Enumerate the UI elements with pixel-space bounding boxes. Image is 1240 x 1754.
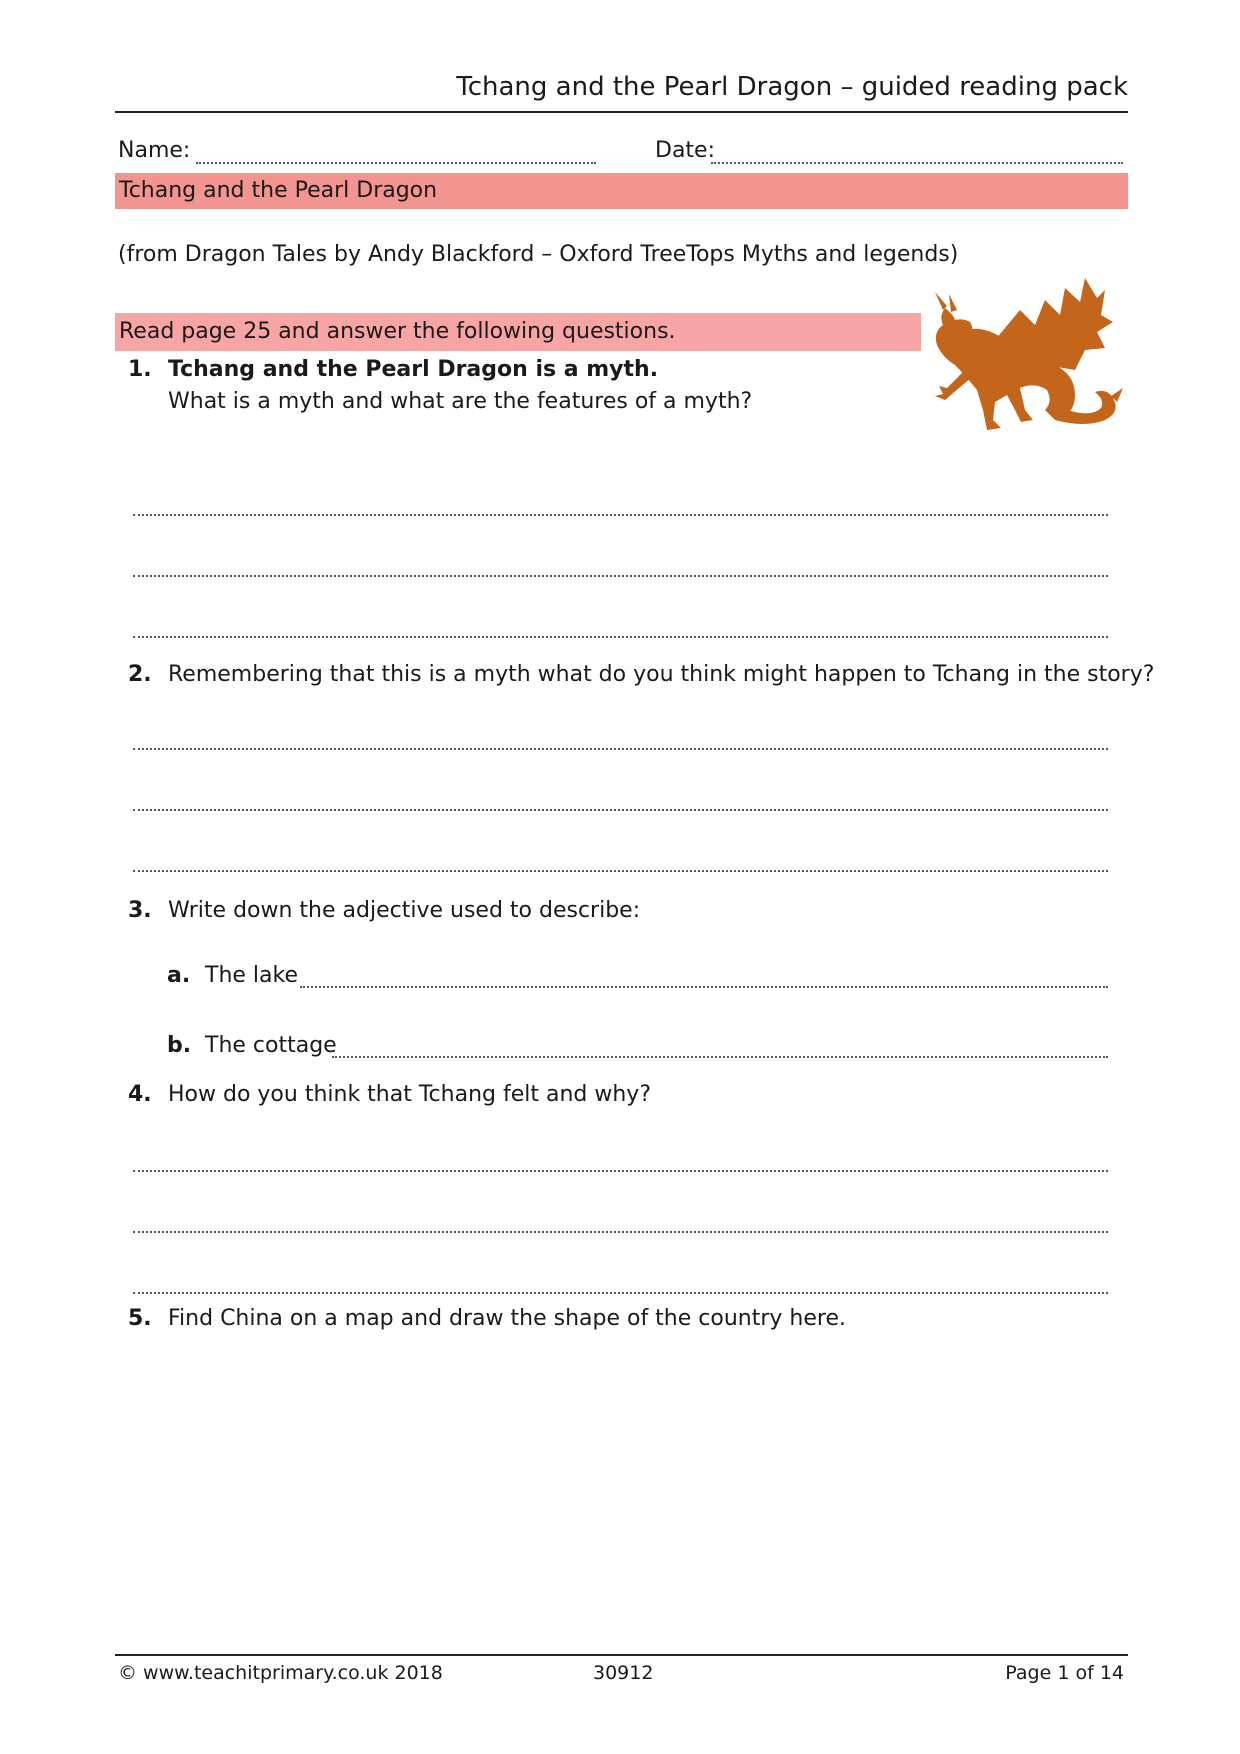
answer-line[interactable]	[133, 1170, 1108, 1172]
answer-line-cottage[interactable]	[332, 1056, 1108, 1058]
answer-line-lake[interactable]	[300, 986, 1108, 988]
name-date-row	[118, 138, 1124, 170]
answer-line[interactable]	[133, 1292, 1108, 1294]
answer-line[interactable]	[133, 1231, 1108, 1233]
name-field[interactable]	[196, 162, 596, 164]
instruction-bar: Read page 25 and answer the following questions.	[115, 313, 921, 351]
header-title: Tchang and the Pearl Dragon – guided reading pack	[456, 72, 1128, 102]
question-text: Remembering that this is a myth what do you think might happen to Tchang in the story?	[168, 662, 1155, 687]
question-number: 2.	[128, 662, 152, 687]
footer-page-number: Page 1 of 14	[1005, 1662, 1124, 1684]
part-letter: a.	[167, 963, 191, 988]
date-label: Date:	[655, 138, 715, 163]
question-text: What is a myth and what are the features of a myth?	[168, 389, 753, 414]
answer-line[interactable]	[133, 809, 1108, 811]
footer-divider	[115, 1654, 1128, 1656]
answer-line[interactable]	[133, 636, 1108, 638]
source-citation: (from Dragon Tales by Andy Blackford – Oxford TreeTops Myths and legends)	[118, 242, 959, 267]
part-label: The lake	[205, 963, 298, 988]
footer-code: 30912	[593, 1662, 654, 1684]
name-label: Name:	[118, 138, 191, 163]
question-number: 5.	[128, 1306, 152, 1331]
answer-line[interactable]	[133, 514, 1108, 516]
part-label: The cottage	[205, 1033, 337, 1058]
part-letter: b.	[167, 1033, 192, 1058]
answer-line[interactable]	[133, 748, 1108, 750]
question-text: Find China on a map and draw the shape of the country here.	[168, 1306, 846, 1331]
dragon-silhouette-icon	[925, 270, 1125, 438]
header-divider	[115, 111, 1128, 113]
question-number: 1.	[128, 357, 152, 382]
drawing-area[interactable]	[133, 1350, 1108, 1640]
question-number: 4.	[128, 1082, 152, 1107]
title-bar: Tchang and the Pearl Dragon	[115, 173, 1128, 209]
question-text: How do you think that Tchang felt and why?	[168, 1082, 652, 1107]
footer-copyright: © www.teachitprimary.co.uk 2018	[118, 1662, 443, 1684]
answer-line[interactable]	[133, 575, 1108, 577]
answer-line[interactable]	[133, 870, 1108, 872]
date-field[interactable]	[711, 162, 1123, 164]
question-title: Tchang and the Pearl Dragon is a myth.	[168, 357, 659, 382]
question-number: 3.	[128, 898, 152, 923]
question-text: Write down the adjective used to describe:	[168, 898, 641, 923]
